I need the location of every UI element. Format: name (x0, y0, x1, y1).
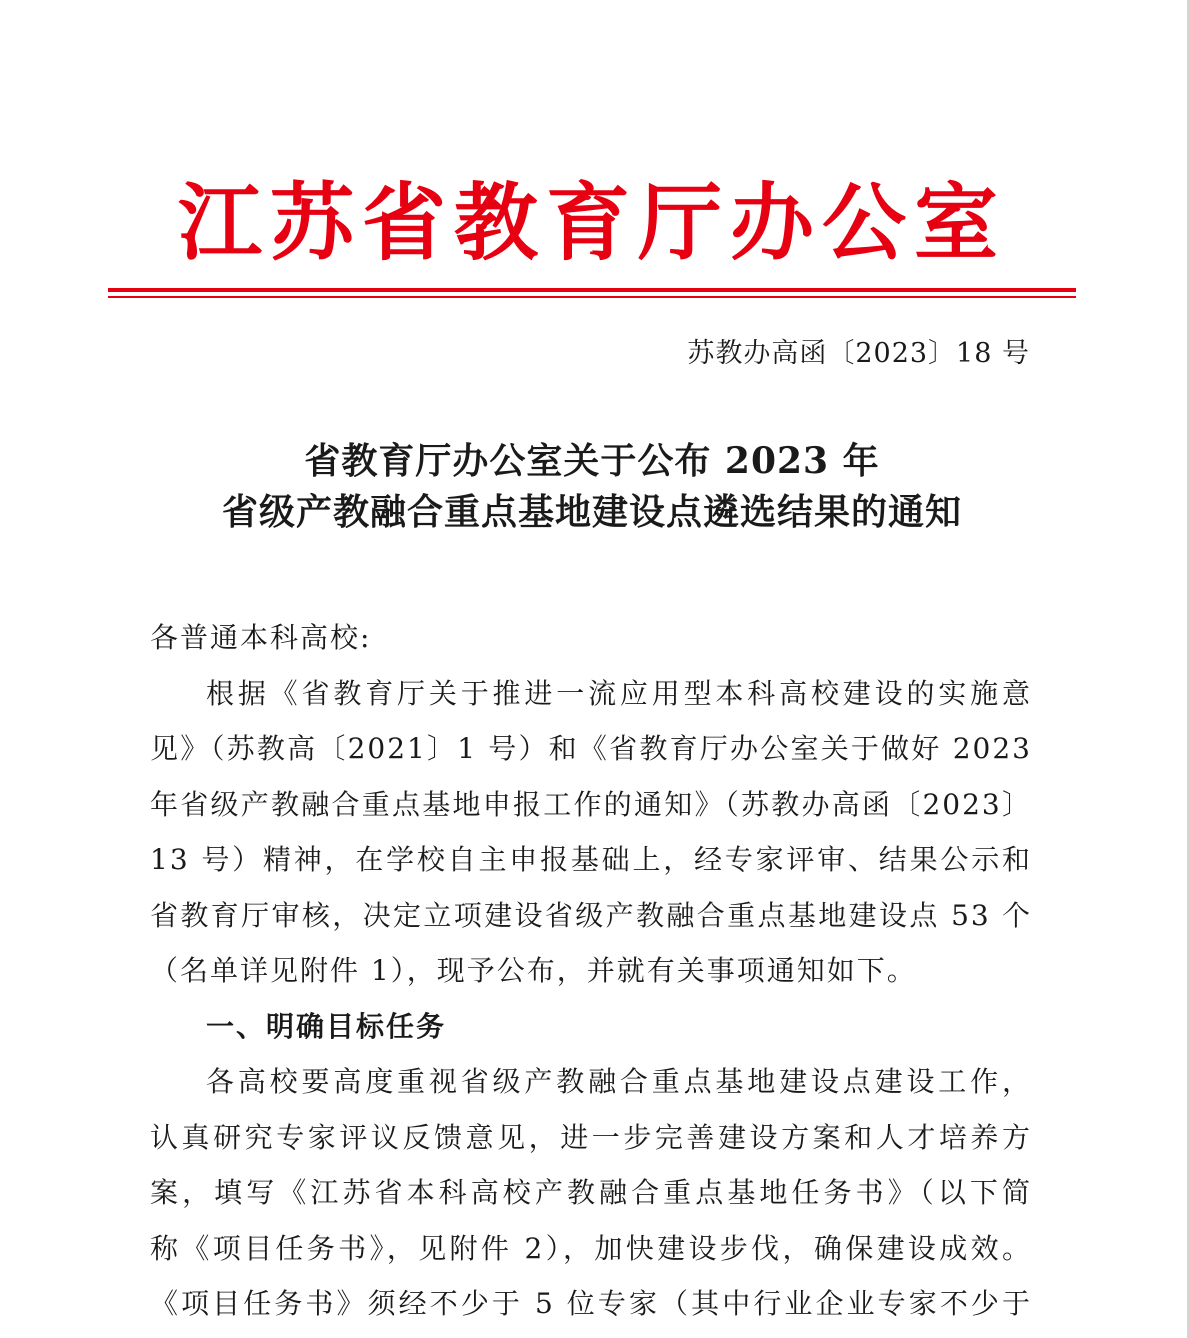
paragraph-line: （名单详见附件 1），现予公布，并就有关事项通知如下。 (150, 954, 917, 987)
paragraph-line: 各高校要高度重视省级产教融合重点基地建设点建设工作， (206, 1065, 1032, 1098)
paragraph-line: 13 号）精神，在学校自主申报基础上，经专家评审、结果公示和 (150, 843, 1032, 876)
title-line: 省教育厅办公室关于公布 2023 年 (304, 440, 880, 482)
letterhead-issuer: 江苏省教育厅办公室 (177, 173, 1006, 272)
paragraph-line: 案，填写《江苏省本科高校产教融合重点基地任务书》（以下简 (150, 1176, 1032, 1209)
paragraph-line: 见》（苏教高〔2021〕1 号）和《省教育厅办公室关于做好 2023 (150, 732, 1032, 765)
document-body (150, 610, 1032, 1332)
letterhead-rule-thick (108, 288, 1076, 292)
paragraph-line: 年省级产教融合重点基地申报工作的通知》（苏教办高函〔2023〕 (150, 787, 1032, 821)
paragraph-line: 根据《省教育厅关于推进一流应用型本科高校建设的实施意 (206, 676, 1032, 710)
title-line: 省级产教融合重点基地建设点遴选结果的通知 (221, 491, 962, 533)
salutation: 各普通本科高校: (150, 621, 372, 654)
paragraph-line: 认真研究专家评议反馈意见，进一步完善建设方案和人才培养方 (150, 1120, 1032, 1154)
document-title (108, 436, 1076, 538)
paragraph-line: 《项目任务书》须经不少于 5 位专家（其中行业企业专家不少于 (150, 1287, 1032, 1320)
document-number: 苏教办高函〔2023〕18 号 (687, 338, 1030, 369)
letterhead-rule-thin (108, 296, 1076, 298)
section-heading: 一、明确目标任务 (206, 1009, 447, 1043)
paragraph-line: 称《项目任务书》，见附件 2），加快建设步伐，确保建设成效。 (150, 1231, 1032, 1265)
paragraph-line: 省教育厅审核，决定立项建设省级产教融合重点基地建设点 53 个 (150, 898, 1032, 932)
